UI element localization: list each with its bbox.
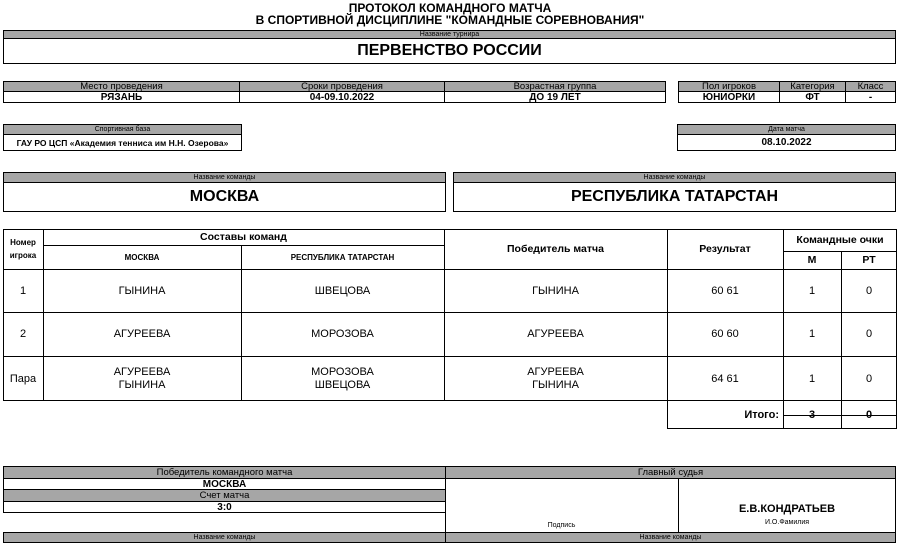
doc-title-line1: ПРОТОКОЛ КОМАНДНОГО МАТЧА: [348, 1, 552, 15]
category-label: Категория: [779, 81, 846, 92]
match-score-value: 3:0: [3, 501, 446, 513]
match-date-label: Дата матча: [677, 124, 896, 135]
tournament-name: ПЕРВЕНСТВО РОССИИ: [3, 38, 896, 64]
home-pair-player-2: ГЫНИНА: [118, 378, 166, 391]
team-winner-label: Победитель командного матча: [3, 466, 446, 479]
col-number-header: Номер игрока: [9, 238, 37, 260]
dates-value: 04-09.10.2022: [239, 91, 445, 103]
team-winner-value: МОСКВА: [3, 478, 446, 490]
row-number: 2: [19, 328, 27, 340]
base-value: ГАУ РО ЦСП «Академия тенниса им Н.Н. Озерова»: [3, 134, 242, 151]
col-lineups-header: Составы команд: [200, 231, 287, 243]
points-away: 0: [865, 372, 873, 385]
col-points-away-header: РТ: [862, 254, 876, 266]
row-number: Пара: [9, 372, 37, 385]
footer-block: [3, 466, 896, 550]
col-points-home-header: М: [807, 254, 817, 266]
gender-label: Пол игроков: [678, 81, 780, 92]
row-number: 1: [19, 284, 27, 297]
total-away: 0: [865, 409, 873, 421]
age-value: ДО 19 ЛЕТ: [444, 91, 666, 103]
home-team-name: МОСКВА: [3, 182, 446, 212]
total-label: Итого:: [744, 409, 779, 421]
col-winner-header: Победитель матча: [507, 243, 604, 255]
results-table: [3, 229, 897, 429]
col-points-header: Командные очки: [796, 234, 884, 246]
match-score: 64 61: [711, 372, 739, 385]
category-value: ФТ: [779, 91, 846, 103]
home-pair: [43, 356, 241, 401]
away-player: МОРОЗОВА: [311, 328, 374, 340]
home-player: АГУРЕЕВА: [113, 328, 171, 340]
venue-label: Место проведения: [3, 81, 240, 92]
doc-title-line2: В СПОРТИВНОЙ ДИСЦИПЛИНЕ "КОМАНДНЫЕ СОРЕВНОВАНИЯ": [255, 13, 645, 27]
home-player: ГЫНИНА: [118, 284, 166, 297]
points-home: 1: [808, 372, 816, 385]
footer-team-label-left: Название команды: [3, 532, 446, 543]
col-result-header: Результат: [699, 243, 751, 255]
signature-label: Подпись: [547, 521, 576, 529]
home-pair-player-1: АГУРЕЕВА: [113, 365, 171, 378]
points-away: 0: [865, 284, 873, 297]
total-home: 3: [808, 409, 816, 421]
match-score: 60 61: [711, 284, 739, 297]
pair-winner-player-2: ГЫНИНА: [532, 378, 579, 391]
table-row: [3, 269, 897, 312]
base-label: Спортивная база: [3, 124, 242, 135]
pair-winner: [444, 356, 667, 401]
table-row: [3, 356, 897, 401]
gender-value: ЮНИОРКИ: [678, 91, 780, 103]
match-winner: ГЫНИНА: [532, 284, 579, 297]
tournament-label: Название турнира: [3, 30, 896, 39]
class-label: Класс: [845, 81, 896, 92]
footer-team-label-right: Название команды: [445, 532, 896, 543]
table-row: [3, 312, 897, 356]
away-pair-player-1: МОРОЗОВА: [311, 365, 374, 378]
away-team-label: Название команды: [453, 172, 896, 183]
info-row: [3, 81, 896, 103]
away-player: ШВЕЦОВА: [314, 284, 371, 297]
venue-value: РЯЗАНЬ: [3, 91, 240, 103]
away-pair: [241, 356, 444, 401]
points-home: 1: [808, 328, 816, 340]
away-pair-player-2: ШВЕЦОВА: [314, 378, 371, 391]
class-value: -: [845, 91, 896, 103]
points-away: 0: [865, 328, 873, 340]
dates-label: Сроки проведения: [239, 81, 445, 92]
fio-label: И.О.Фамилия: [764, 518, 810, 526]
match-score: 60 60: [711, 328, 739, 340]
pair-winner-player-1: АГУРЕЕВА: [527, 365, 584, 378]
match-date-value: 08.10.2022: [677, 134, 896, 151]
col-home-header: МОСКВА: [124, 252, 160, 262]
match-winner: АГУРЕЕВА: [527, 328, 584, 340]
chief-referee-label: Главный судья: [445, 466, 896, 479]
away-team-name: РЕСПУБЛИКА ТАТАРСТАН: [453, 182, 896, 212]
match-score-label: Счет матча: [3, 489, 446, 502]
referee-name: Е.В.КОНДРАТЬЕВ: [738, 503, 836, 515]
home-team-label: Название команды: [3, 172, 446, 183]
col-away-header: РЕСПУБЛИКА ТАТАРСТАН: [290, 252, 395, 262]
points-home: 1: [808, 284, 816, 297]
age-label: Возрастная группа: [444, 81, 666, 92]
